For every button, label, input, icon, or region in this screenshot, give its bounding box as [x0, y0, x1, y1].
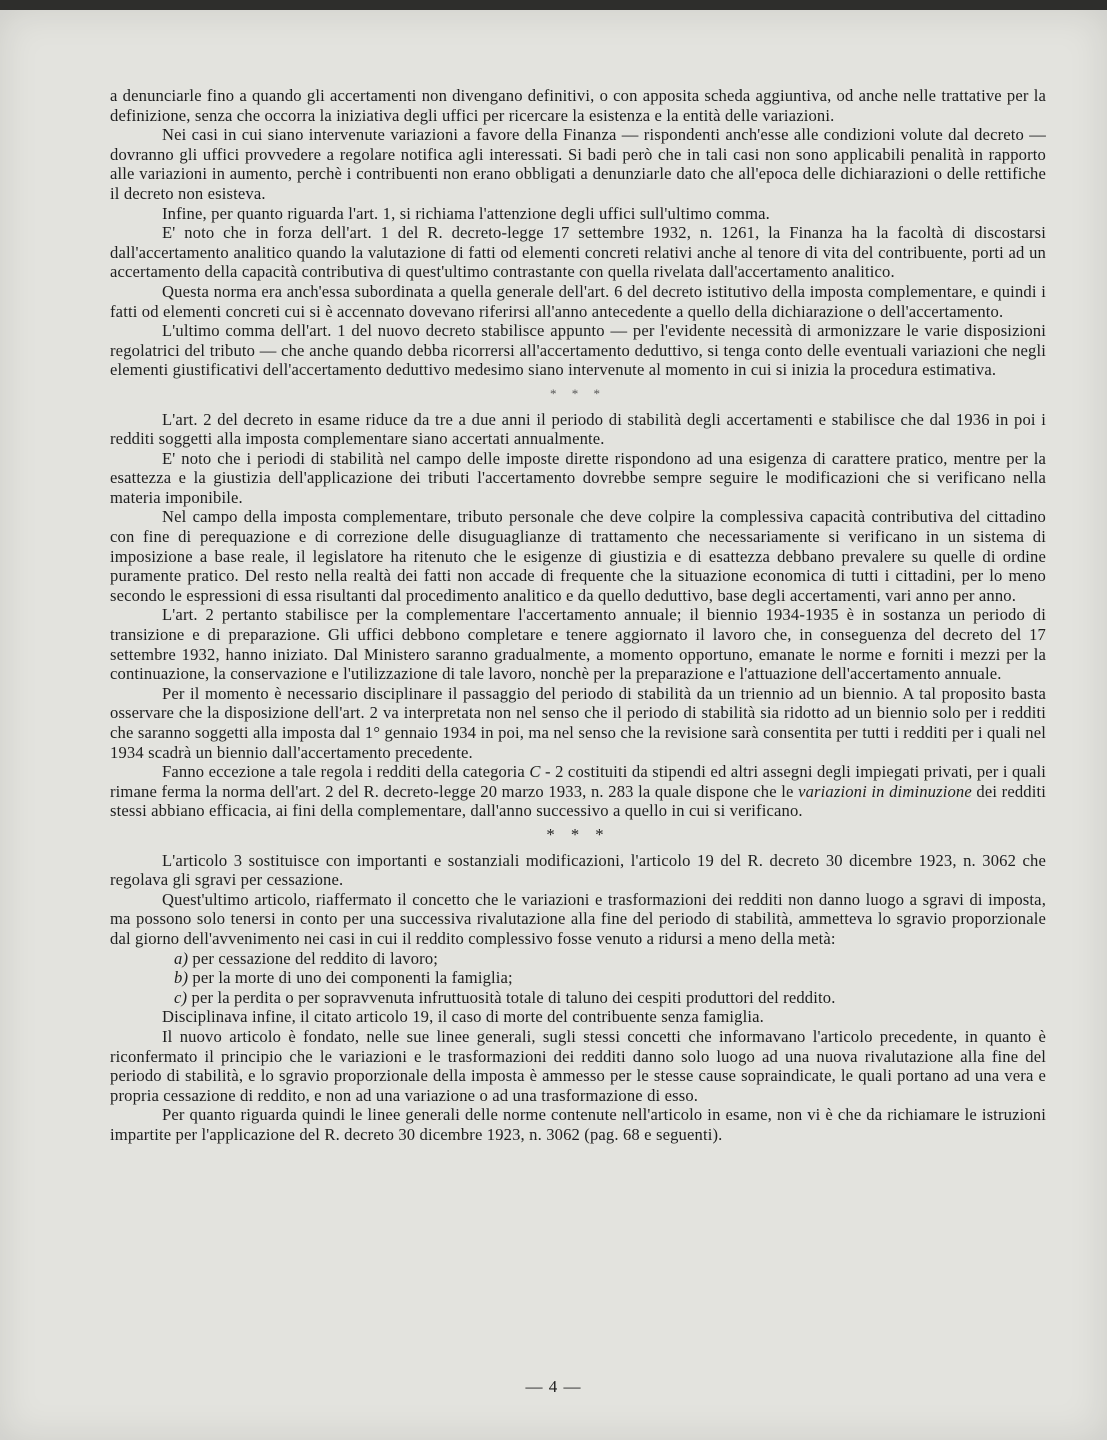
list-item-c	[110, 988, 1046, 1008]
paragraph-12-part-b: - 2 costituiti da stipendi ed altri assegni degli impiegati privati, per i quali rimane ferma la norma dell'art. 2 del R. decreto-legge 20 marzo 1933, n. 283 la quale dispone che le	[110, 762, 1046, 801]
paragraph-12-part-c: dei redditi stessi abbiano efficacia, ai fini della complementare, dall'anno successivo a quello in cui si verificano.	[110, 781, 1047, 821]
paragraph-11: Per il momento è necessario disciplinare il passaggio del periodo di stabilità da un triennio ad un biennio. A tal proposito basta osservare che la disposizione dell'art. 2 va interpretata non nel senso che il periodo di stabilità sia ridotto ad un biennio solo per i redditi che saranno soggetti alla imposta dal 1° gennaio 1934 in poi, ma nel senso che la revisione sarà consentita per tutti i redditi per i quali nel 1934 scadrà un biennio dall'accertamento precedente.	[110, 683, 1046, 762]
document-page	[0, 10, 1107, 1440]
paragraph-5: Questa norma era anch'essa subordinata a quella generale dell'art. 6 del decreto istitutivo della imposta complementare, e quindi i fatti od elementi concreti cui si è accennato dovevano riferirsi all'anno antecedente a quello della dichiarazione o dell'accertamento.	[110, 281, 1046, 321]
list-item-a	[110, 949, 1046, 969]
body-text	[110, 86, 1046, 1144]
list-marker-b: b)	[174, 968, 189, 988]
page-number: — 4 —	[525, 1377, 582, 1396]
list-marker-c: c)	[174, 987, 188, 1007]
paragraph-16: Il nuovo articolo è fondato, nelle sue linee generali, sugli stessi concetti che informavano l'articolo precedente, in quanto è riconfermato il principio che le variazioni e le trasformazioni dei redditi danno solo luogo ad una nuova rivalutazione alla fine del periodo di stabilità, e lo sgravio proporzionale della imposta è ammesso per le stesse cause sopraindicate, le quali portano ad una vera e propria cessazione di reddito, e non ad una variazione o ad una trasformazione di esso.	[110, 1026, 1046, 1105]
paragraph-17: Per quanto riguarda quindi le linee generali delle norme contenute nell'articolo in esame, non vi è che da richiamare le istruzioni impartite per l'applicazione del R. decreto 30 dicembre 1923, n. 3062 (pag. 68 e seguenti).	[110, 1105, 1046, 1144]
paragraph-1: a denunciarle fino a quando gli accertamenti non divengano definitivi, o con apposita scheda aggiuntiva, od anche nelle trattative per la definizione, senza che occorra la iniziativa degli uffici per ricercare la esistenza e la entità delle variazioni.	[110, 86, 1046, 125]
paragraph-3: Infine, per quanto riguarda l'art. 1, si richiama l'attenzione degli uffici sull'ultimo comma.	[162, 203, 770, 223]
list-marker-a: a)	[174, 948, 189, 968]
paragraph-8: E' noto che i periodi di stabilità nel campo delle imposte dirette rispondono ad una esigenza di carattere pratico, mentre per la esattezza e la giustizia dell'applicazione dei tributi l'accertamento dovrebbe sempre seguire le modificazioni che si verificano nella materia imponibile.	[110, 448, 1046, 507]
emphasis-text: variazioni in diminuzione	[798, 781, 972, 801]
paragraph-10: L'art. 2 pertanto stabilisce per la complementare l'accertamento annuale; il biennio 1934-1935 è in sostanza un periodo di transizione e di preparazione. Gli uffici debbono completare e tenere aggiornato il lavoro che, in conseguenza del decreto del 17 settembre 1932, hanno iniziato. Dal Ministero saranno gradualmente, a momento opportuno, emanate le norme e forniti i mezzi per la continuazione, la conservazione e l'utilizzazione di tale lavoro, nonchè per la preparazione e l'attuazione dell'accertamento annuale.	[110, 605, 1046, 684]
list-item-c-text: per la perdita o per sopravvenuta infruttuosità totale di taluno dei cespiti produttori del reddito.	[187, 987, 836, 1007]
paragraph-13: L'articolo 3 sostituisce con importanti e sostanziali modificazioni, l'articolo 19 del R. decreto 30 dicembre 1923, n. 3062 che regolava gli sgravi per cessazione.	[110, 850, 1046, 890]
paragraph-14: Quest'ultimo articolo, riaffermato il concetto che le variazioni e trasformazioni dei redditi non danno luogo a sgravi di imposta, ma possono solo tenersi in conto per una successiva rivalutazione alla fine del periodo di stabilità, ammetteva lo sgravio proporzionale dal giorno dell'avvenimento nei casi in cui il reddito complessivo fosse venuto a ridursi a meno della metà:	[110, 889, 1046, 948]
paragraph-7: L'art. 2 del decreto in esame riduce da tre a due anni il periodo di stabilità degli accertamenti e stabilisce che dal 1936 in poi i redditi soggetti alla imposta complementare siano accertati annualmente.	[110, 409, 1046, 449]
paragraph-6: L'ultimo comma dell'art. 1 del nuovo decreto stabilisce appunto — per l'evidente necessità di armonizzare le varie disposizioni regolatrici del tributo — che anche quando debba ricorrersi all'accertamento deduttivo, si tenga conto delle eventuali variazioni che negli elementi giustificativi dell'accertamento deduttivo medesimo siano intervenute al momento in cui si inizia la procedura estimativa.	[110, 321, 1046, 380]
paragraph-9: Nel campo della imposta complementare, tributo personale che deve colpire la complessiva capacità contributiva del cittadino con fine di perequazione e di correzione delle disuguaglianze di trattamento che necessariamente si verificano in un sistema di imposizione a base reale, il legislatore ha ritenuto che le esigenze di giustizia e di esattezza debbano prevalere su quelle di ordine puramente pratico. Del resto nella realtà dei fatti non accade di frequente che la situazione economica di tutti i cittadini, per lo meno secondo le espressioni di essa risultanti dal procedimento analitico e da quello deduttivo, base degli accertamenti, vari anno per anno.	[110, 507, 1046, 605]
category-letter: C	[529, 762, 541, 782]
paragraph-15: Disciplinava infine, il citato articolo 19, il caso di morte del contribuente senza famiglia.	[162, 1007, 764, 1027]
section-separator-1: * * *	[550, 385, 606, 401]
scan-top-edge	[0, 0, 1107, 10]
list-item-b-text: per la morte di uno dei componenti la famiglia;	[188, 968, 513, 988]
paragraph-2: Nei casi in cui siano intervenute variazioni a favore della Finanza — rispondenti anch'esse alle condizioni volute dal decreto — dovranno gli uffici provvedere a regolare notifica agli interessati. Si badi però che in tali casi non sono applicabili penalità in rapporto alle variazioni in aumento, perchè i contribuenti non erano obbligati a denunziarle dato che all'epoca delle dichiarazioni o delle rettifiche il decreto non esisteva.	[110, 125, 1046, 203]
paragraph-12-part-a: Fanno eccezione a tale regola i redditi della categoria	[162, 762, 530, 782]
list-item-a-text: per cessazione del reddito di lavoro;	[188, 948, 439, 968]
list-item-b	[110, 968, 1046, 988]
paragraph-12	[110, 762, 1046, 821]
section-separator-2: * * *	[546, 824, 610, 844]
paragraph-4: E' noto che in forza dell'art. 1 del R. decreto-legge 17 settembre 1932, n. 1261, la Finanza ha la facoltà di discostarsi dall'accertamento analitico quando la valutazione di fatti od elementi concreti relativi anche al tenore di vita del contribuente, porti ad un accertamento della capacità contributiva di quest'ultimo contrastante con quella rivelata dall'accertamento analitico.	[110, 223, 1046, 282]
